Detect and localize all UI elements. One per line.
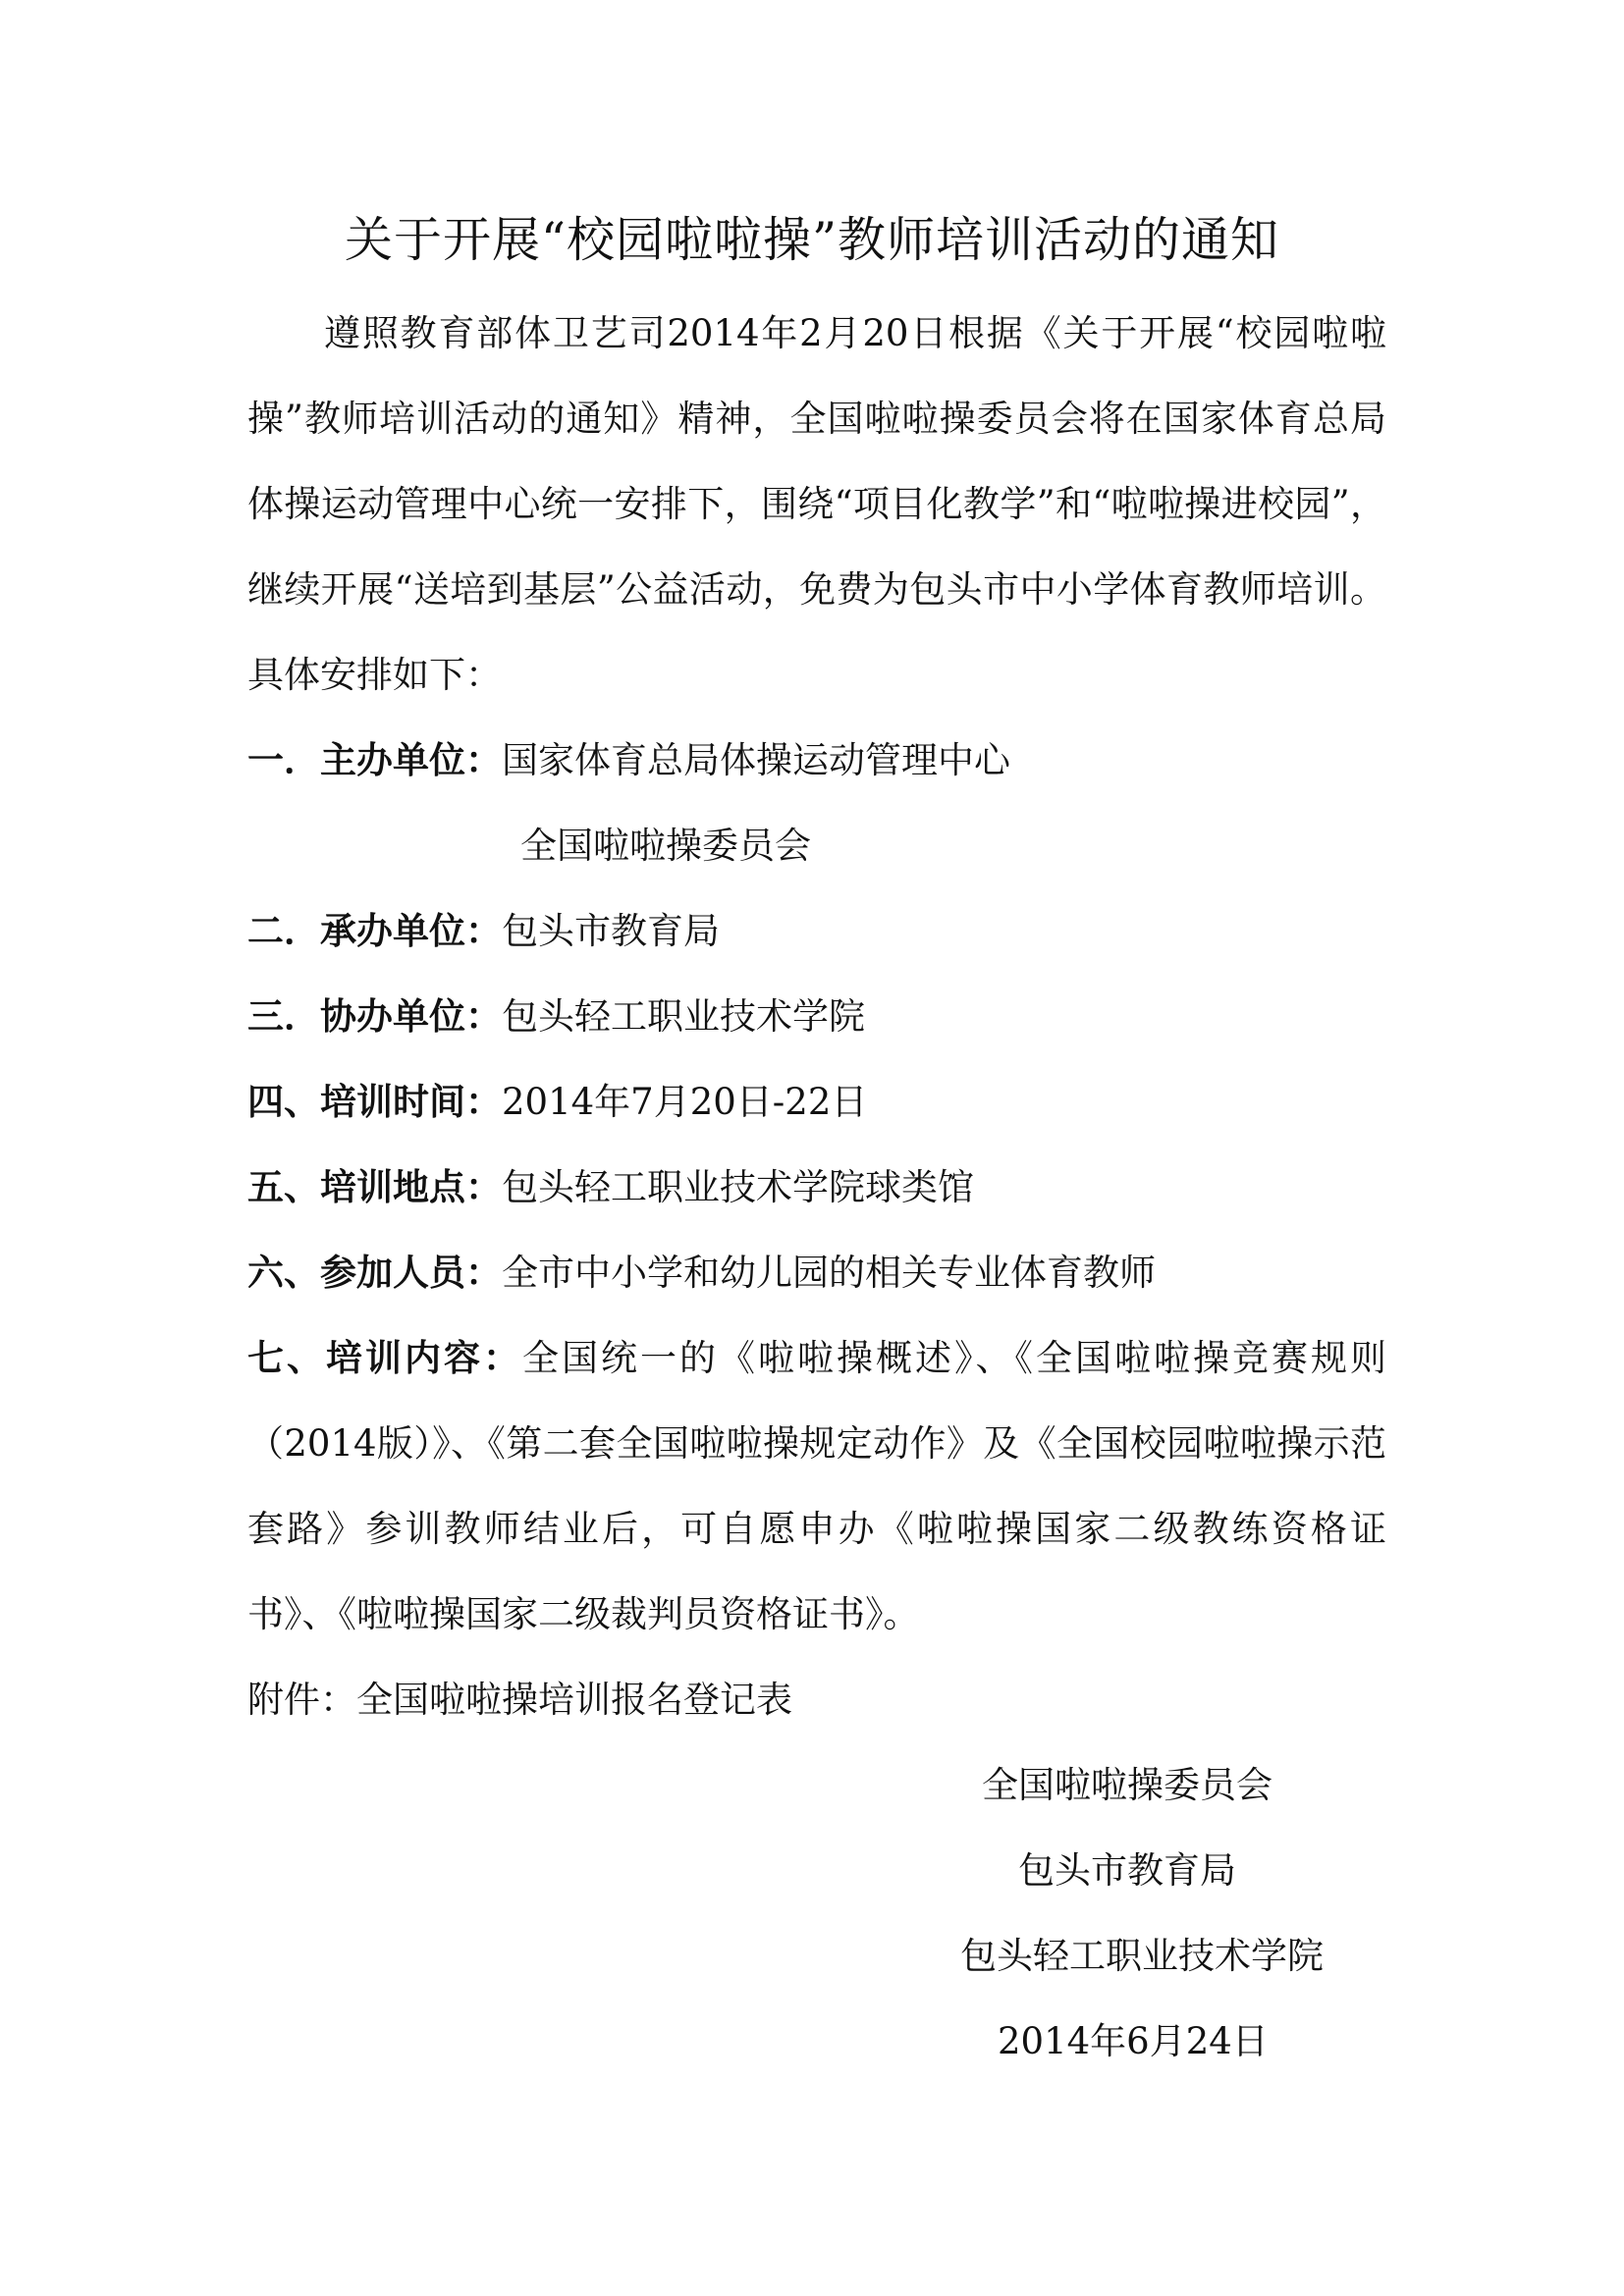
signature-bureau: 包头市教育局 — [1018, 1849, 1236, 1892]
item-value: 包头轻工职业技术学院球类馆 — [502, 1166, 974, 1208]
document-title: 关于开展“校园啦啦操”教师培训活动的通知 — [344, 212, 1280, 268]
item-content — [247, 1315, 1386, 1657]
item-participants — [247, 1230, 1156, 1315]
item-label: 二．承办单位： — [247, 909, 502, 952]
item-value: 国家体育总局体操运动管理中心 — [502, 739, 1010, 781]
signature-college: 包头轻工职业技术学院 — [960, 1935, 1324, 1977]
intro-paragraph: 遵照教育部体卫艺司2014年2月20日根据《关于开展“校园啦啦操”教师培训活动的通知》精神，全国啦啦操委员会将在国家体育总局体操运动管理中心统一安排下，围绕“项目化教学”和“啦啦操进校园”，继续开展“送培到基层”公益活动，免费为包头市中小学体育教师培训。具体安排如下： — [247, 312, 1386, 696]
item-value: 全国统一的《啦啦操概述》、《全国啦啦操竞赛规则（2014版）》、《第二套全国啦啦操规定动作》及《全国校园啦啦操示范套路》参训教师结业后，可自愿申办《啦啦操国家二级教练资格证书》、《啦啦操国家二级裁判员资格证书》。 — [247, 1337, 1386, 1635]
item-time — [247, 1059, 867, 1145]
item-organizer — [247, 718, 1010, 803]
item-coorganizer — [247, 974, 865, 1059]
attachment-note: 附件：全国啦啦操培训报名登记表 — [247, 1679, 792, 1721]
item-location — [247, 1145, 974, 1230]
item-label: 一．主办单位： — [247, 738, 502, 781]
item-value: 2014年7月20日-22日 — [502, 1081, 868, 1123]
signature-committee: 全国啦啦操委员会 — [982, 1764, 1272, 1806]
item-value: 包头轻工职业技术学院 — [502, 995, 865, 1038]
item-label: 四、培训时间： — [247, 1080, 502, 1123]
item-organizer-extra: 全国啦啦操委员会 — [520, 825, 811, 867]
item-label: 三．协办单位： — [247, 994, 502, 1038]
item-label: 五、培训地点： — [247, 1165, 502, 1208]
item-host — [247, 888, 720, 974]
item-label: 七、培训内容： — [247, 1336, 522, 1379]
signature-date: 2014年6月24日 — [998, 2020, 1269, 2062]
item-label: 六、参加人员： — [247, 1251, 502, 1294]
item-value: 包头市教育局 — [502, 910, 720, 952]
item-value: 全市中小学和幼儿园的相关专业体育教师 — [502, 1252, 1156, 1294]
